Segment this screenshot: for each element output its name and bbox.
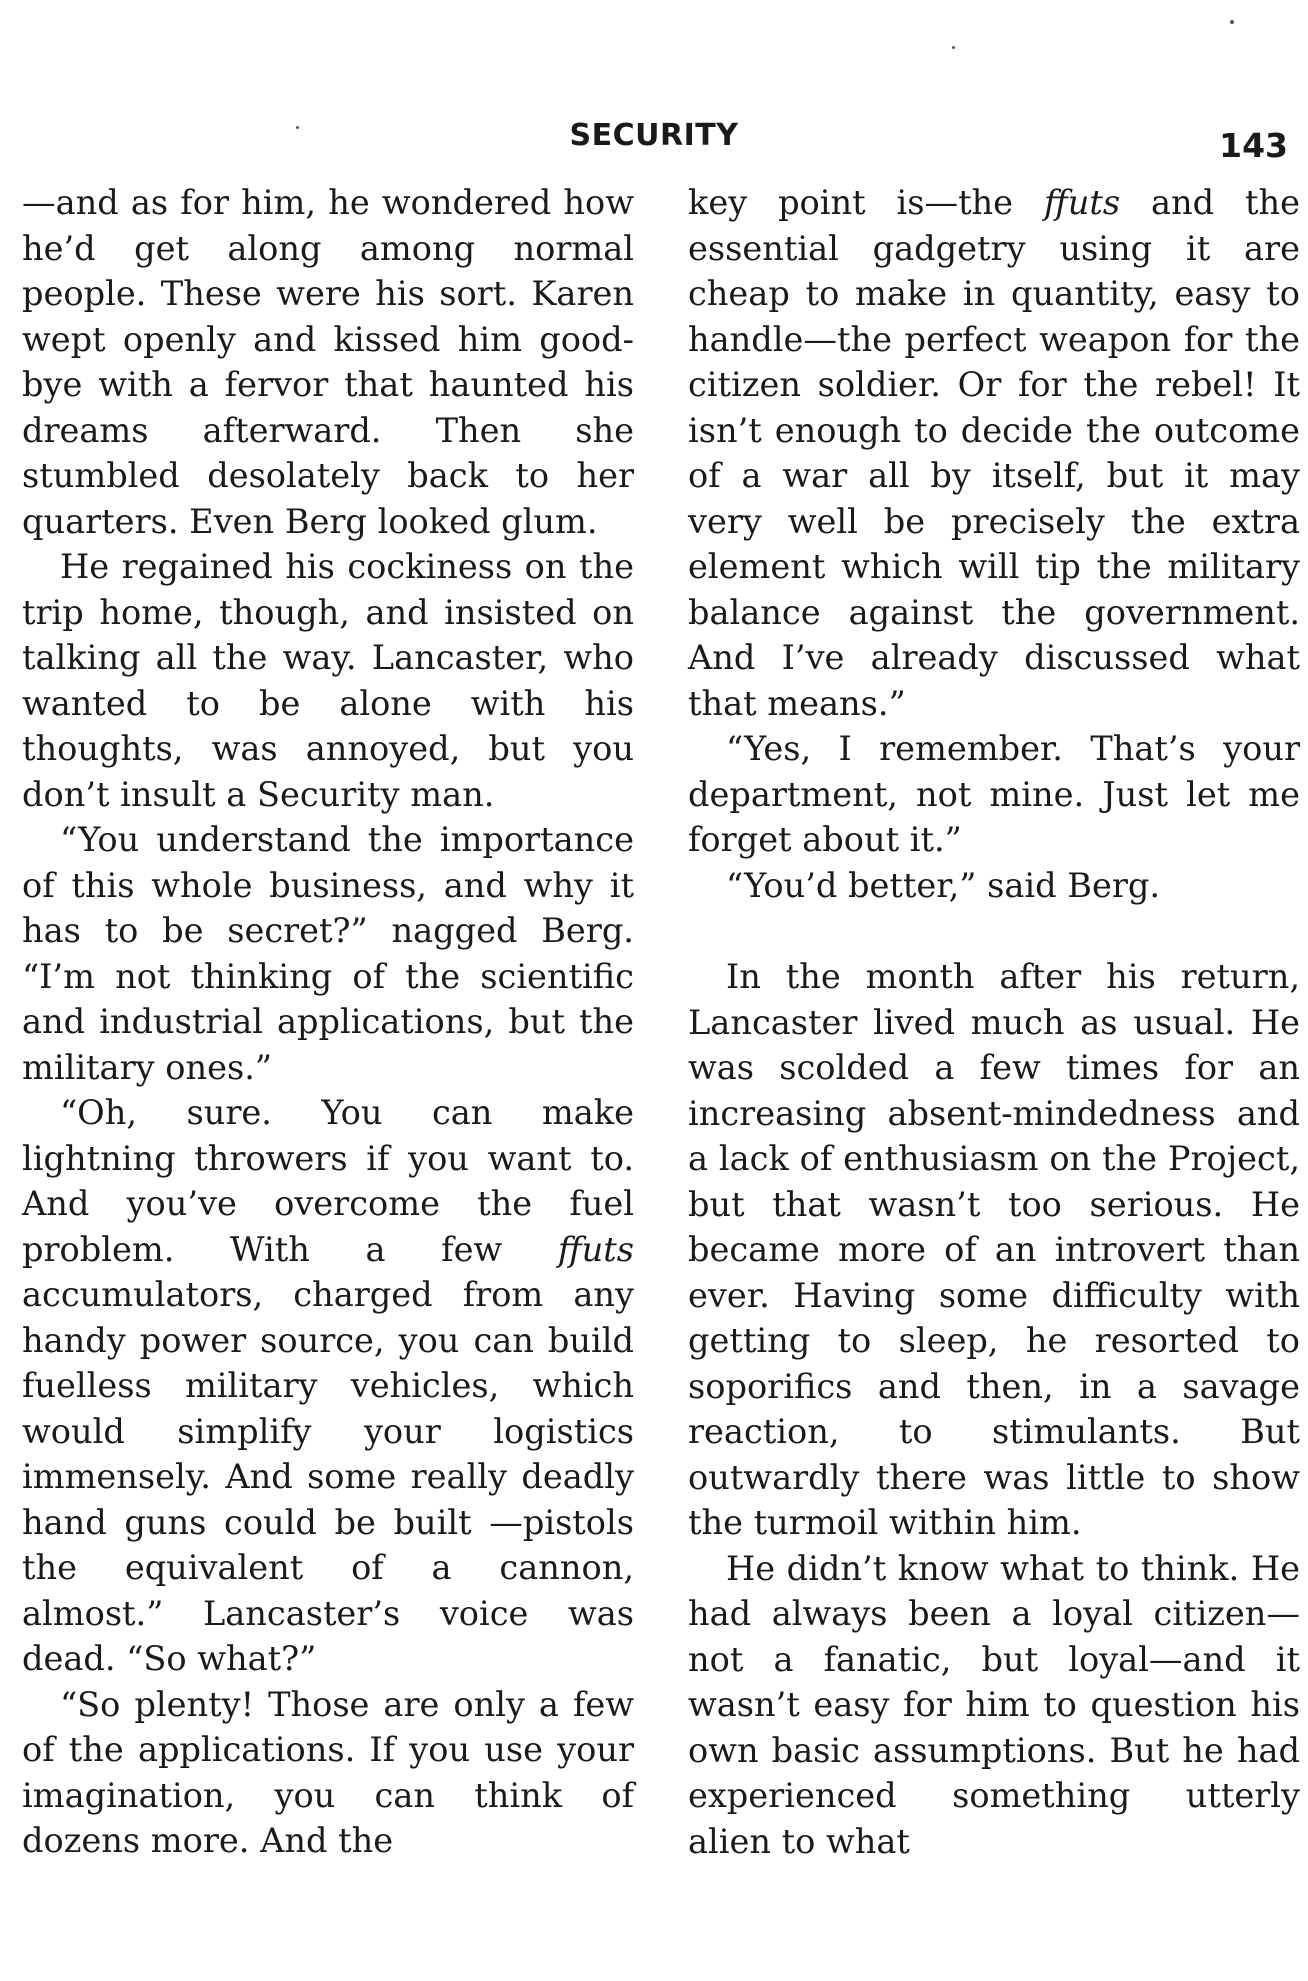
running-head: SECURITY: [569, 118, 739, 153]
paragraph: “You’d better,” said Berg.: [726, 865, 1161, 905]
print-speck: [1230, 20, 1234, 24]
emphasis-word: ffuts: [557, 1229, 634, 1269]
paragraph: “You understand the importance of this whole business, and why it has to be secret?” nagged Berg. “I’m not thinking of the scientific and industrial applications, but the military ones.”: [22, 820, 634, 1087]
right-column: [688, 180, 1300, 1864]
paragraph: “So plenty! Those are only a few of the applications. If you use your imagination, you can think of dozens more. And the: [22, 1684, 634, 1860]
paragraph: He didn’t know what to think. He had always been a loyal citizen—not a fanatic, but loyal—and it wasn’t easy for him to question his own basic assumptions. But he had experienced something utterly alien to what: [688, 1548, 1300, 1861]
page-header: [0, 118, 1308, 165]
print-speck: [952, 46, 955, 49]
emphasis-word: ffuts: [1043, 183, 1121, 222]
paragraph: “Oh, sure. You can make lightning throwers if you want to. And you’ve overcome the fuel problem. With a few ffuts accumulators, charged from any handy power source, you can build fuelless military vehicles, which would simplify your logistics immensely. And some really deadly hand guns could be built —pistols the equivalent of a cannon, almost.” Lancaster’s voice was dead. “So what?”: [22, 1093, 634, 1678]
print-speck: [296, 126, 299, 129]
paragraph: “Yes, I remember. That’s your department, not mine. Just let me forget about it.”: [688, 729, 1300, 859]
paragraph: He regained his cockiness on the trip home, though, and insisted on talking all the way. Lancaster, who wanted to be alone with his thoughts, was annoyed, but you don’t insult a Security man.: [22, 547, 634, 814]
left-column: [22, 180, 634, 1864]
page-number: 143: [1219, 126, 1288, 165]
paragraph: —and as for him, he wondered how he’d get along among normal people. These were his sort. Karen wept openly and kissed him good-bye with a fervor that haunted his dreams afterward. Then she stumbled desolately back to her quarters. Even Berg looked glum.: [22, 183, 634, 541]
paragraph: key point is—the ffuts and the essential gadgetry using it are cheap to make in quantity, easy to handle—the perfect weapon for the citizen soldier. Or for the rebel! It isn’t enough to decide the outcome of a war all by itself, but it may very well be precisely the extra element which will tip the military balance against the government. And I’ve already discussed what that means.”: [688, 183, 1300, 723]
paragraph: In the month after his return, Lancaster lived much as usual. He was scolded a few times for an increasing absent-mindedness and a lack of enthusiasm on the Project, but that wasn’t too serious. He became more of an introvert than ever. Having some difficulty with getting to sleep, he resorted to soporifics and then, in a savage reaction, to stimulants. But outwardly there was little to show the turmoil within him.: [688, 957, 1300, 1542]
